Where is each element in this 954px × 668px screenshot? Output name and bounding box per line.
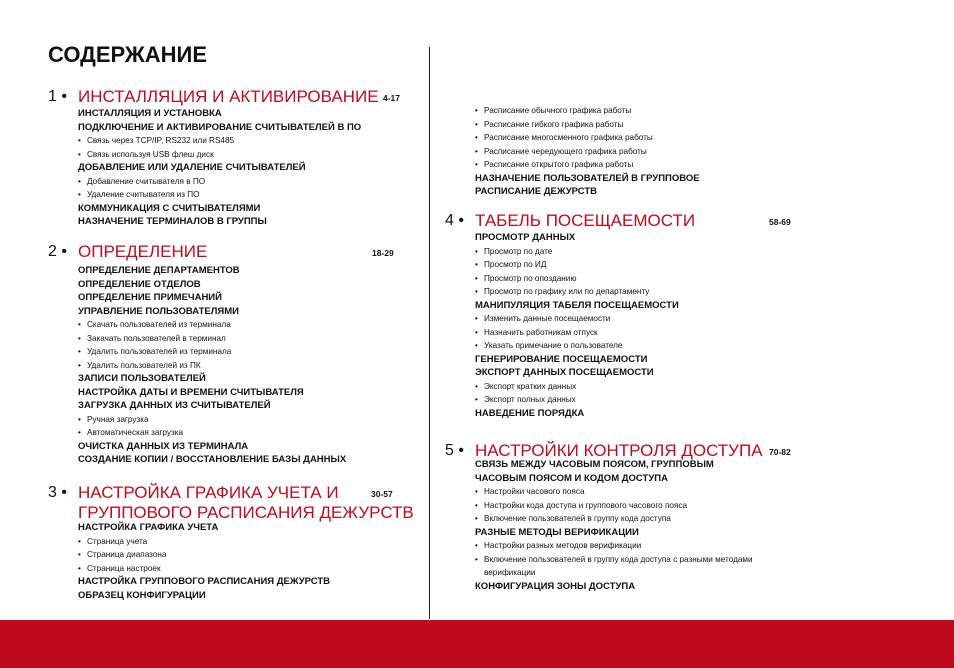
toc-bullet-entry[interactable]: [78, 332, 346, 346]
toc-entry-label: Автоматическая загрузка: [87, 428, 184, 437]
toc-entry-label: ОЧИСТКА ДАННЫХ ИЗ ТЕРМИНАЛА: [78, 440, 249, 452]
bullet-icon: •: [475, 487, 478, 496]
footer-bar: [0, 620, 954, 668]
section-4-items: [475, 231, 679, 420]
toc-entry-label: Экспорт полных данных: [484, 395, 576, 404]
toc-bullet-entry[interactable]: [78, 345, 346, 359]
toc-entry-label: Страница учета: [87, 536, 148, 546]
toc-entry-label: Назначить работникам отпуск: [484, 327, 598, 337]
section-2-pages: 18-29: [372, 248, 394, 258]
toc-bullet-entry[interactable]: [475, 145, 700, 159]
toc-heading-entry[interactable]: [475, 231, 679, 245]
toc-heading-entry[interactable]: [475, 580, 753, 594]
toc-entry-label: Настройки разных методов верификации: [484, 541, 642, 550]
bullet-icon: •: [78, 333, 81, 343]
toc-entry-label: Просмотр по дате: [484, 246, 553, 256]
toc-entry-label: Связь используя USB флеш диск: [87, 149, 214, 159]
toc-bullet-entry[interactable]: [475, 104, 700, 118]
toc-entry-label: ОПРЕДЕЛЕНИЕ ДЕПАРТАМЕНТОВ: [78, 265, 240, 276]
toc-heading-entry[interactable]: [78, 521, 330, 535]
toc-bullet-entry[interactable]: [475, 312, 679, 326]
section-1-pages: 4-17: [383, 93, 401, 103]
toc-entry-label: УПРАВЛЕНИЕ ПОЛЬЗОВАТЕЛЯМИ: [78, 305, 239, 317]
bullet-icon: •: [475, 106, 478, 115]
toc-entry-label: Расписание гибкого графика работы: [484, 119, 624, 129]
toc-entry-label: ПРОСМОТР ДАННЫХ: [475, 232, 576, 243]
bullet-icon: •: [475, 314, 478, 323]
toc-entry-label: Закачать пользователей в терминал: [87, 333, 226, 343]
toc-entry-label: РАЗНЫЕ МЕТОДЫ ВЕРИФИКАЦИИ: [475, 526, 639, 538]
section-5-number: 5 •: [445, 442, 464, 459]
toc-entry-label: ОПРЕДЕЛЕНИЕ ПРИМЕЧАНИЙ: [78, 292, 222, 303]
toc-section-5: [445, 441, 805, 592]
toc-bullet-entry[interactable]: [475, 393, 679, 407]
toc-heading-entry[interactable]: [78, 386, 346, 400]
toc-bullet-entry[interactable]: [78, 134, 361, 148]
toc-entry-label: Расписание чередующего графика работы: [484, 146, 647, 156]
toc-bullet-entry[interactable]: [475, 326, 679, 340]
toc-bullet-entry[interactable]: [475, 539, 753, 553]
toc-heading-entry[interactable]: [475, 458, 753, 472]
toc-bullet-entry[interactable]: [475, 512, 753, 526]
section-2-items: [78, 264, 346, 467]
toc-entry-label: Связь через TCP/IP, RS232 или RS485: [87, 136, 235, 145]
section-2-title[interactable]: ОПРЕДЕЛЕНИЕ: [78, 242, 208, 261]
toc-entry-label: Настройки часового пояса: [484, 487, 585, 496]
bullet-icon: •: [475, 160, 478, 169]
bullet-icon: •: [78, 536, 81, 546]
toc-entry-label: Удаление считывателя из ПО: [87, 190, 200, 199]
toc-entry-label: СОЗДАНИЕ КОПИИ / ВОССТАНОВЛЕНИЕ БАЗЫ ДАННЫХ: [78, 454, 347, 465]
toc-heading-entry[interactable]: [475, 366, 679, 380]
bullet-icon: •: [475, 327, 478, 337]
toc-heading-entry[interactable]: [78, 372, 346, 386]
toc-heading-entry[interactable]: [78, 278, 346, 292]
section-4-title[interactable]: ТАБЕЛЬ ПОСЕЩАЕМОСТИ: [475, 211, 696, 230]
toc-bullet-entry[interactable]: [475, 485, 753, 499]
toc-bullet-entry[interactable]: [78, 426, 346, 440]
bullet-icon: •: [78, 190, 81, 199]
toc-heading-entry[interactable]: [78, 399, 346, 413]
bullet-icon: •: [475, 119, 478, 129]
toc-bullet-entry[interactable]: [475, 553, 753, 567]
toc-entry-label: ЗАГРУЗКА ДАННЫХ ИЗ СЧИТЫВАТЕЛЕЙ: [78, 400, 271, 411]
toc-heading-entry[interactable]: [78, 440, 346, 454]
toc-entry-label: Настройки кода доступа и группового часового пояса: [484, 500, 688, 510]
toc-entry-label: Удалить пользователей из ПК: [87, 360, 201, 370]
toc-heading-entry[interactable]: [78, 161, 361, 175]
column-divider: [429, 47, 430, 619]
section-3-continued-items: [475, 104, 700, 199]
bullet-icon: •: [475, 514, 478, 523]
toc-entry-label: НАВЕДЕНИЕ ПОРЯДКА: [475, 407, 585, 419]
toc-bullet-entry[interactable]: [78, 318, 346, 332]
toc-entry-label: Расписание многосменного графика работы: [484, 133, 653, 142]
section-4-number: 4 •: [445, 212, 464, 229]
toc-bullet-entry[interactable]: [475, 258, 679, 272]
toc-entry-label: Расписание открытого графика работы: [484, 160, 634, 169]
bullet-icon: •: [78, 347, 81, 356]
toc-bullet-entry[interactable]: [78, 359, 346, 373]
toc-bullet-entry[interactable]: [475, 245, 679, 259]
toc-bullet-entry[interactable]: [475, 380, 679, 394]
toc-entry-label: Просмотр по опозданию: [484, 273, 577, 283]
toc-entry-label: Страница диапазона: [87, 550, 167, 559]
toc-bullet-entry[interactable]: [78, 562, 330, 576]
toc-entry-label: ЭКСПОРТ ДАННЫХ ПОСЕЩАЕМОСТИ: [475, 367, 654, 378]
bullet-icon: •: [475, 500, 478, 510]
toc-bullet-entry[interactable]: [475, 131, 700, 145]
toc-entry-label: Удалить пользователей из терминала: [87, 347, 232, 356]
bullet-icon: •: [78, 360, 81, 370]
bullet-icon: •: [475, 246, 478, 256]
bullet-icon: •: [475, 341, 478, 350]
section-5-pages: 70-82: [769, 447, 791, 457]
section-2-header[interactable]: [48, 243, 418, 265]
bullet-icon: •: [475, 395, 478, 404]
bullet-icon: •: [78, 550, 81, 559]
bullet-icon: •: [78, 414, 81, 424]
toc-bullet-entry[interactable]: [78, 188, 361, 202]
toc-entry-label: КОНФИГУРАЦИЯ ЗОНЫ ДОСТУПА: [475, 580, 636, 592]
section-3-items: [78, 521, 330, 602]
section-4-pages: 58-69: [769, 217, 791, 227]
toc-entry-label: Указать примечание о пользователе: [484, 341, 623, 350]
page-title: СОДЕРЖАНИЕ: [48, 42, 208, 67]
toc-entry-label: НАСТРОЙКА ГРАФИКА УЧЕТА: [78, 522, 219, 533]
toc-entry-label: ИНСТАЛЛЯЦИЯ И УСТАНОВКА: [78, 108, 222, 119]
toc-heading-entry[interactable]: [78, 589, 330, 603]
toc-entry-label: ДОБАВЛЕНИЕ ИЛИ УДАЛЕНИЕ СЧИТЫВАТЕЛЕЙ: [78, 162, 306, 173]
section-1-title[interactable]: ИНСТАЛЛЯЦИЯ И АКТИВИРОВАНИЕ: [78, 87, 379, 106]
toc-entry-label: Скачать пользователей из терминала: [87, 320, 231, 329]
section-5-title[interactable]: НАСТРОЙКИ КОНТРОЛЯ ДОСТУПА: [475, 441, 763, 460]
bullet-icon: •: [78, 320, 81, 329]
toc-entry-label: СВЯЗЬ МЕЖДУ ЧАСОВЫМ ПОЯСОМ, ГРУППОВЫМ: [475, 459, 714, 470]
toc-entry-label: Включение пользователей в группу кода доступа: [484, 514, 671, 523]
toc-bullet-entry[interactable]: [78, 548, 330, 562]
bullet-icon: •: [475, 273, 478, 283]
toc-entry-label: НАСТРОЙКА ДАТЫ И ВРЕМЕНИ СЧИТЫВАТЕЛЯ: [78, 386, 304, 398]
section-1-number: 1 •: [48, 88, 67, 105]
toc-section-4: [445, 211, 805, 419]
toc-bullet-entry[interactable]: [475, 339, 679, 353]
toc-section-3: [48, 483, 418, 601]
bullet-icon: •: [475, 381, 478, 391]
section-3-header[interactable]: [48, 484, 418, 524]
toc-heading-entry[interactable]: [475, 472, 753, 486]
toc-entry-label: Страница настроек: [87, 563, 161, 573]
toc-entry-label: Изменить данные посещаемости: [484, 314, 611, 323]
toc-entry-label: МАНИПУЛЯЦИЯ ТАБЕЛЯ ПОСЕЩАЕМОСТИ: [475, 299, 679, 311]
section-1-items: [78, 107, 361, 229]
toc-bullet-entry[interactable]: [78, 148, 361, 162]
toc-heading-entry[interactable]: [78, 202, 361, 216]
bullet-icon: •: [78, 136, 81, 145]
toc-bullet-entry[interactable]: [475, 158, 700, 172]
toc-heading-entry[interactable]: [475, 299, 679, 313]
toc-heading-entry[interactable]: [475, 526, 753, 540]
toc-heading-entry[interactable]: [78, 575, 330, 589]
toc-entry-label: ЗАПИСИ ПОЛЬЗОВАТЕЛЕЙ: [78, 373, 206, 384]
toc-entry-label: НАЗНАЧЕНИЕ ПОЛЬЗОВАТЕЛЕЙ В ГРУППОВОЕ: [475, 172, 700, 184]
toc-heading-entry[interactable]: [475, 353, 679, 367]
toc-entry-label: НАЗНАЧЕНИЕ ТЕРМИНАЛОВ В ГРУППЫ: [78, 216, 267, 227]
toc-heading-entry[interactable]: [475, 185, 700, 199]
section-3-number: 3 •: [48, 484, 67, 501]
toc-bullet-entry[interactable]: [475, 499, 753, 513]
toc-entry-label: верификации: [484, 568, 536, 577]
bullet-icon: •: [78, 428, 81, 437]
toc-bullet-entry[interactable]: [475, 285, 679, 299]
section-3-pages: 30-57: [371, 489, 393, 499]
toc-section-2: [48, 242, 418, 465]
bullet-icon: •: [78, 149, 81, 159]
toc-entry-label: Экспорт кратких данных: [484, 381, 577, 391]
toc-entry-label: НАСТРОЙКА ГРУППОВОГО РАСПИСАНИЯ ДЕЖУРСТВ: [78, 576, 331, 587]
bullet-icon: •: [475, 260, 478, 269]
toc-heading-entry[interactable]: [475, 407, 679, 421]
toc-entry-label: Просмотр по ИД: [484, 260, 547, 269]
toc-bullet-entry[interactable]: [78, 413, 346, 427]
toc-heading-entry[interactable]: [78, 453, 346, 467]
toc-bullet-continuation[interactable]: [475, 566, 753, 580]
bullet-icon: •: [475, 541, 478, 550]
toc-entry-label: ПОДКЛЮЧЕНИЕ И АКТИВИРОВАНИЕ СЧИТЫВАТЕЛЕЙ В ПО: [78, 121, 362, 133]
toc-bullet-entry[interactable]: [78, 175, 361, 189]
toc-entry-label: ОПРЕДЕЛЕНИЕ ОТДЕЛОВ: [78, 278, 201, 290]
toc-entry-label: Просмотр по графику или по департаменту: [484, 287, 650, 296]
bullet-icon: •: [78, 176, 81, 186]
toc-entry-label: Включение пользователей в группу кода доступа с разными методами: [484, 554, 753, 564]
section-5-items: [475, 458, 753, 593]
toc-section-1: [48, 87, 418, 227]
bullet-icon: •: [475, 554, 478, 564]
toc-bullet-entry[interactable]: [78, 535, 330, 549]
section-3-title-line-2[interactable]: ГРУППОВОГО РАСПИСАНИЯ ДЕЖУРСТВ: [78, 503, 414, 522]
bullet-icon: •: [78, 563, 81, 573]
toc-bullet-entry[interactable]: [475, 272, 679, 286]
toc-heading-entry[interactable]: [78, 107, 361, 121]
toc-entry-label: ЧАСОВЫМ ПОЯСОМ И КОДОМ ДОСТУПА: [475, 472, 668, 484]
toc-bullet-entry[interactable]: [475, 118, 700, 132]
toc-heading-entry[interactable]: [78, 264, 346, 278]
toc-heading-entry[interactable]: [78, 291, 346, 305]
section-2-number: 2 •: [48, 243, 67, 260]
toc-heading-entry[interactable]: [78, 305, 346, 319]
toc-entry-label: КОММУНИКАЦИЯ С СЧИТЫВАТЕЛЯМИ: [78, 202, 261, 214]
toc-entry-label: Добавление считывателя в ПО: [87, 176, 206, 186]
toc-entry-label: РАСПИСАНИЕ ДЕЖУРСТВ: [475, 186, 598, 197]
toc-entry-label: ОБРАЗЕЦ КОНФИГУРАЦИИ: [78, 589, 206, 601]
bullet-icon: •: [475, 287, 478, 296]
toc-heading-entry[interactable]: [78, 215, 361, 229]
toc-heading-entry[interactable]: [78, 121, 361, 135]
toc-heading-entry[interactable]: [475, 172, 700, 186]
bullet-icon: •: [475, 133, 478, 142]
toc-entry-label: Расписание обычного графика работы: [484, 106, 632, 115]
toc-entry-label: Ручная загрузка: [87, 414, 149, 424]
section-3-title-line-1[interactable]: НАСТРОЙКА ГРАФИКА УЧЕТА И: [78, 483, 339, 502]
toc-entry-label: ГЕНЕРИРОВАНИЕ ПОСЕЩАЕМОСТИ: [475, 353, 648, 365]
bullet-icon: •: [475, 146, 478, 156]
